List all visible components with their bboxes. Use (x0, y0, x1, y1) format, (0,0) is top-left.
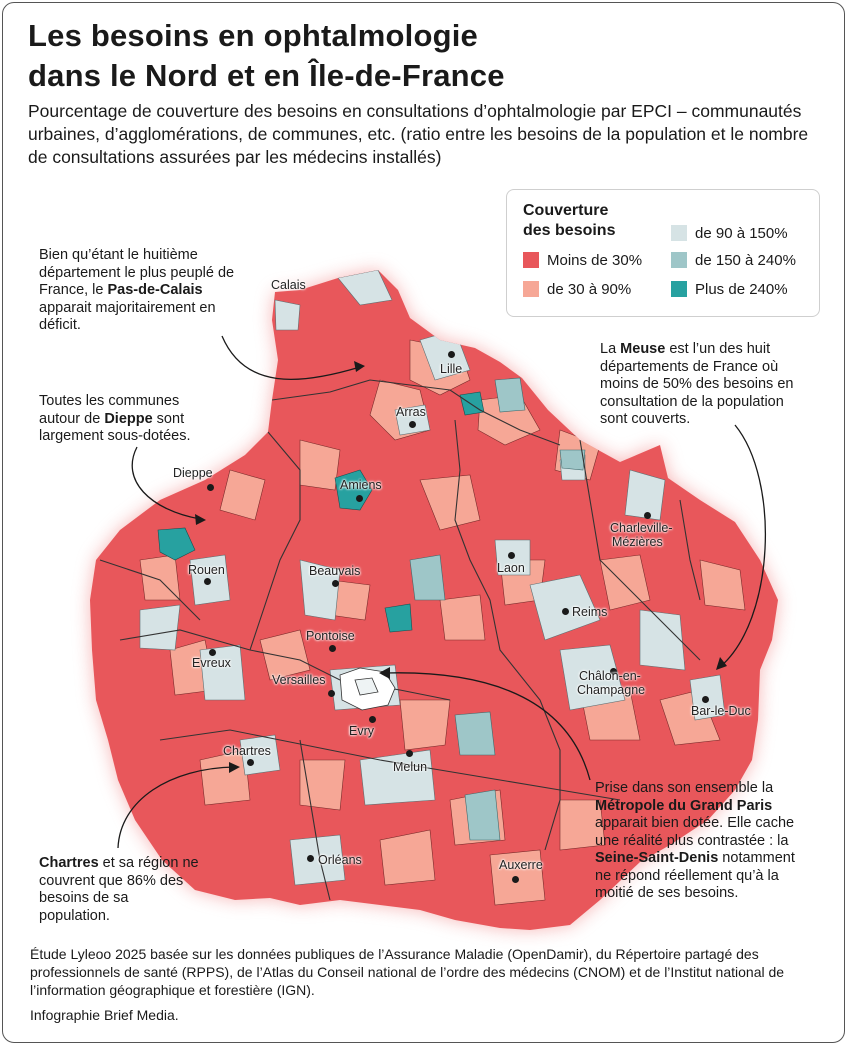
legend-item-plus-240 (671, 281, 788, 298)
city-label-lille: Lille (440, 362, 463, 376)
title-line-1: Les besoins en ophtalmologie (28, 18, 478, 53)
note-bold: Chartres (39, 855, 99, 871)
dot-amiens (356, 495, 363, 502)
note-text: La (600, 341, 621, 357)
note-bold: Métropole du Grand Paris (595, 797, 773, 814)
legend-label: Plus de 240% (695, 281, 788, 298)
legend-item-moins-30 (523, 252, 642, 269)
note-text: apparait majoritairement en déficit. (39, 299, 216, 333)
city-label-melun: Melun (393, 760, 428, 774)
legend-item-90-150 (671, 225, 788, 242)
dot-lille (448, 351, 455, 358)
note-text: Bien qu’étant le huitième département le plus peuplé de France, le (39, 247, 235, 298)
legend-swatch (523, 281, 539, 297)
legend-swatch (671, 225, 687, 241)
city-label-chalon-1: Châlon-en- (579, 669, 641, 683)
dot-auxerre (512, 876, 519, 883)
legend-label: Moins de 30% (547, 252, 643, 269)
city-label-arras: Arras (396, 405, 426, 419)
note-pas-de-calais (39, 247, 244, 335)
dot-dieppe (207, 484, 214, 491)
legend-swatch (671, 281, 687, 297)
city-label-bar-le-duc: Bar-le-Duc (691, 704, 751, 718)
city-label-laon: Laon (497, 561, 525, 575)
note-text: et sa région ne couvrent que 86% des besoins de sa population. (39, 855, 199, 924)
subtitle: Pourcentage de couverture des besoins en consultations d’ophtalmologie par EPCI – communautés urbaines, d’agglomérations, de communes, etc. (ratio entre les besoins de la population et le nombre de consultations assurées par les médecins installés) (28, 101, 809, 167)
dot-arras (409, 421, 416, 428)
note-grand-paris (595, 780, 810, 903)
city-label-versailles: Versailles (272, 673, 326, 687)
legend-label: de 150 à 240% (695, 252, 796, 269)
note-text: Prise dans son ensemble la (595, 780, 774, 796)
dot-bar-le-duc (702, 696, 709, 703)
city-label-dieppe: Dieppe (173, 466, 213, 480)
note-chartres (39, 855, 199, 925)
legend-title-line-1: Couverture (523, 202, 609, 219)
city-label-evry: Evry (349, 724, 374, 738)
note-text: sont largement sous-dotées. (39, 410, 191, 444)
legend-swatch (671, 252, 687, 268)
dot-versailles (328, 690, 335, 697)
dot-melun (406, 750, 413, 757)
dot-orleans (307, 855, 314, 862)
city-label-auxerre: Auxerre (499, 858, 543, 872)
city-label-chartres: Chartres (223, 744, 271, 758)
legend-label: de 90 à 150% (695, 225, 788, 242)
city-label-evreux: Evreux (192, 656, 231, 670)
dot-evry (369, 716, 376, 723)
dot-reims (562, 608, 569, 615)
note-text: apparait bien dotée. Elle cache une réalité plus contrastée : la (595, 815, 795, 849)
dot-beauvais (332, 580, 339, 587)
city-label-reims: Reims (572, 605, 608, 619)
city-label-charleville-1: Charleville- (610, 521, 673, 535)
legend-title (523, 201, 615, 241)
note-bold: Seine-Saint-Denis (595, 850, 719, 866)
legend-item-150-240 (671, 252, 796, 269)
note-text: Toutes les communes autour de (39, 393, 180, 427)
city-label-charleville-2: Mézières (612, 535, 663, 549)
note-text: notamment ne répond réellement qu’à la moitié de ses besoins. (595, 850, 795, 901)
city-label-chalon-2: Champagne (577, 683, 646, 697)
note-bold: Pas-de-Calais (107, 282, 203, 298)
credit-text: Infographie Brief Media. (30, 1007, 179, 1023)
note-bold: Dieppe (104, 410, 153, 427)
map-legend (506, 189, 820, 317)
title-line-2: dans le Nord et en Île-de-France (28, 58, 505, 93)
city-label-orleans: Orléans (318, 853, 362, 867)
note-dieppe (39, 393, 219, 446)
legend-swatch (523, 252, 539, 268)
dot-evreux (209, 649, 216, 656)
dot-pontoise (329, 645, 336, 652)
note-text: est l’un des huit départements de France où moins de 50% des besoins en consultation de la population sont couverts. (600, 341, 794, 427)
dot-chartres (247, 759, 254, 766)
dot-laon (508, 552, 515, 559)
source-text: Étude Lyleoo 2025 basée sur les données publiques de l’Assurance Maladie (OpenDamir), du Répertoire partagé des professionnels de santé (RPPS), de l’Atlas du Conseil national de l’ordre des médecins (CNOM) et de l’Institut national de l’information géographique et forestière (IGN). (30, 946, 785, 998)
note-bold: Meuse (620, 341, 666, 357)
legend-item-30-90 (523, 281, 631, 298)
note-meuse (600, 341, 800, 429)
dot-rouen (204, 578, 211, 585)
city-label-pontoise: Pontoise (306, 629, 355, 643)
dot-charleville (644, 512, 651, 519)
legend-label: de 30 à 90% (547, 281, 632, 298)
city-label-calais: Calais (271, 278, 306, 292)
city-label-beauvais: Beauvais (309, 564, 361, 578)
legend-title-line-2: des besoins (523, 222, 616, 239)
city-label-amiens: Amiens (340, 478, 382, 492)
city-label-rouen: Rouen (188, 563, 225, 577)
